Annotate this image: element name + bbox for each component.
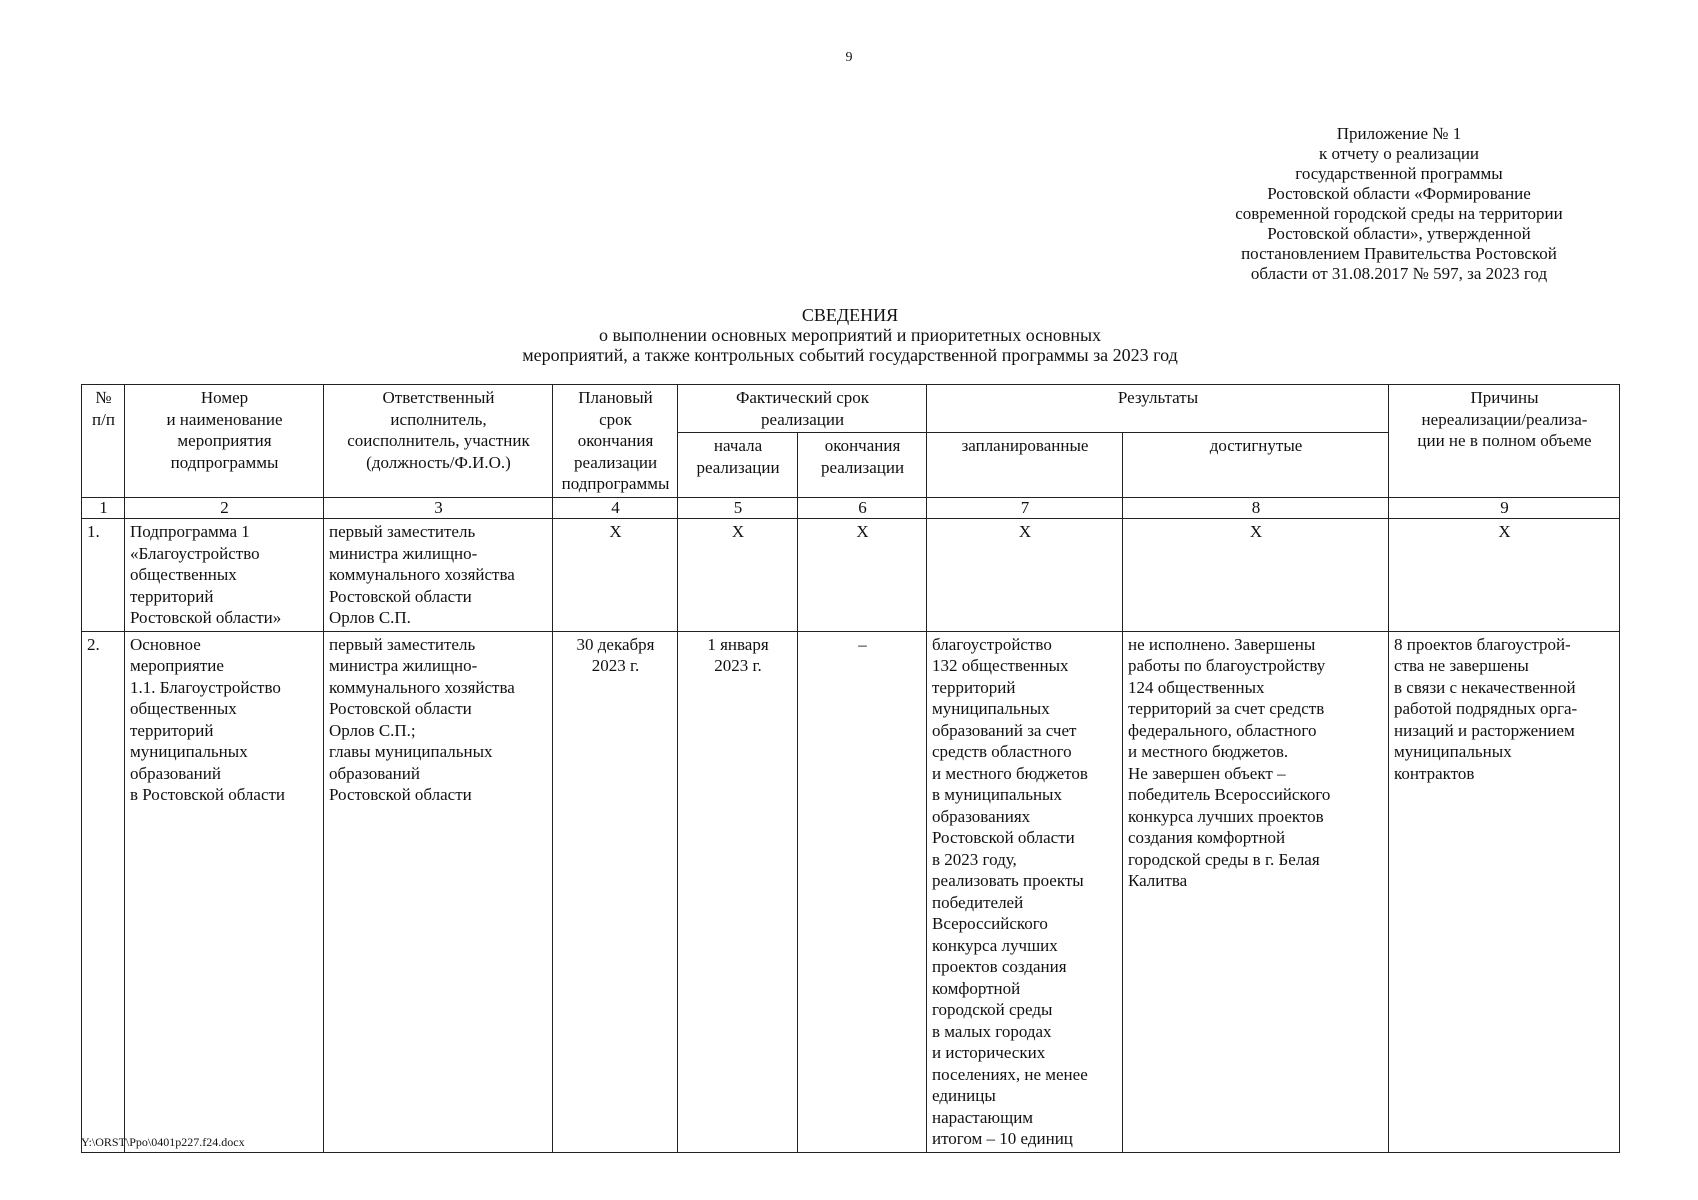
table-row — [82, 519, 1620, 632]
row-achieved: не исполнено. Завершены работы по благоустройству 124 общественных территорий за счет средств федерального, областного и местного бюджетов. Не завершен объект – победитель Всероссийского конкурса лучших проектов создания комфортной городской среды в г. Белая Калитва — [1123, 631, 1389, 1152]
title-main: СВЕДЕНИЯ — [801, 305, 899, 325]
row-num: 1. — [82, 519, 125, 632]
appendix-line: современной городской среды на территории — [1235, 204, 1563, 223]
appendix-line: постановлением Правительства Ростовской — [1241, 244, 1557, 263]
row-reasons: 8 проектов благоустрой- ства не завершены в связи с некачественной работой подрядных орга- низаций и расторжением муниципальных контрактов — [1389, 631, 1620, 1152]
page-number: 9 — [845, 50, 853, 65]
column-number: 5 — [678, 498, 798, 519]
column-number: 6 — [798, 498, 927, 519]
column-number: 3 — [324, 498, 553, 519]
row-responsible: первый заместитель министра жилищно- коммунального хозяйства Ростовской области Орлов С.П.; главы муниципальных образований Ростовской области — [324, 631, 553, 1152]
document-title — [380, 305, 1320, 365]
appendix-line: Приложение № 1 — [1336, 124, 1462, 143]
header-actual-end: окончания реализации — [798, 433, 927, 498]
header-actual: Фактический срок реализации — [678, 385, 927, 433]
appendix-line: к отчету о реализации — [1318, 144, 1480, 163]
row-name: Подпрограмма 1 «Благоустройство общественных территорий Ростовской области» — [125, 519, 324, 632]
column-number: 1 — [82, 498, 125, 519]
header-reasons: Причины нереализации/реализа- ции не в полном объеме — [1389, 385, 1620, 498]
header-actual-start: начала реализации — [678, 433, 798, 498]
row-plan-end: Х — [553, 519, 678, 632]
header-results: Результаты — [927, 385, 1389, 433]
row-actual-start: Х — [678, 519, 798, 632]
column-number: 4 — [553, 498, 678, 519]
row-num: 2. — [82, 631, 125, 1152]
header-num: № п/п — [82, 385, 125, 498]
row-plan-end: 30 декабря 2023 г. — [553, 631, 678, 1152]
appendix-line: государственной программы — [1295, 164, 1503, 183]
row-planned: Х — [927, 519, 1123, 632]
column-numbers-row — [82, 498, 1620, 519]
title-line: мероприятий, а также контрольных событий государственной программы за 2023 год — [522, 345, 1178, 365]
row-reasons: Х — [1389, 519, 1620, 632]
row-actual-end: – — [798, 631, 927, 1152]
table-row — [82, 631, 1620, 1152]
title-line: о выполнении основных мероприятий и приоритетных основных — [598, 325, 1102, 345]
row-achieved: Х — [1123, 519, 1389, 632]
row-actual-start: 1 января 2023 г. — [678, 631, 798, 1152]
appendix-line: Ростовской области «Формирование — [1267, 184, 1531, 203]
column-number: 9 — [1389, 498, 1620, 519]
column-number: 7 — [927, 498, 1123, 519]
row-actual-end: Х — [798, 519, 927, 632]
appendix-line: области от 31.08.2017 № 597, за 2023 год — [1250, 264, 1548, 283]
header-name: Номер и наименование мероприятия подпрограммы — [125, 385, 324, 498]
column-number: 8 — [1123, 498, 1389, 519]
appendix-line: Ростовской области», утвержденной — [1267, 224, 1531, 243]
appendix-header — [1180, 124, 1618, 284]
file-path-footer: Y:\ORST\Ppo\0401p227.f24.docx — [81, 1135, 245, 1149]
header-planned: запланированные — [927, 433, 1123, 498]
header-plan-end: Плановый срок окончания реализации подпрограммы — [553, 385, 678, 498]
header-achieved: достигнутые — [1123, 433, 1389, 498]
row-planned: благоустройство 132 общественных территорий муниципальных образований за счет средств областного и местного бюджетов в муниципальных образованиях Ростовской области в 2023 году, реализовать проекты победителей Всероссийского конкурса лучших проектов создания комфортной городской среды в малых городах и исторических поселениях, не менее единицы нарастающим итогом – 10 единиц — [927, 631, 1123, 1152]
column-number: 2 — [125, 498, 324, 519]
row-responsible: первый заместитель министра жилищно- коммунального хозяйства Ростовской области Орлов С.П. — [324, 519, 553, 632]
header-responsible: Ответственный исполнитель, соисполнитель, участник (должность/Ф.И.О.) — [324, 385, 553, 498]
row-name: Основное мероприятие 1.1. Благоустройство общественных территорий муниципальных образований в Ростовской области — [125, 631, 324, 1152]
report-table — [81, 384, 1620, 1153]
